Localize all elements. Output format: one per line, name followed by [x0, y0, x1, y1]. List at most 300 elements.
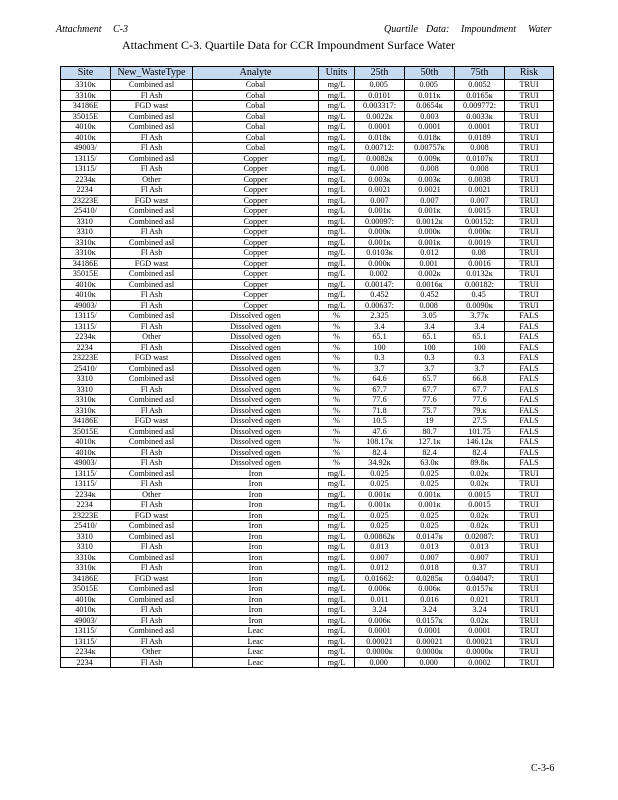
cell-waste-type: Fl Ash — [111, 90, 193, 101]
table-row — [61, 185, 554, 196]
cell-site: 35015E — [61, 584, 111, 595]
cell-p50: 75.7 — [405, 405, 455, 416]
cell-risk: TRUI — [505, 227, 554, 238]
cell-waste-type: Fl Ash — [111, 500, 193, 511]
cell-units: mg/L — [319, 153, 355, 164]
cell-risk: TRUI — [505, 626, 554, 637]
cell-waste-type: Combined asl — [111, 80, 193, 91]
cell-p50: 63.0ĸ — [405, 458, 455, 469]
cell-analyte: Cobal — [193, 101, 319, 112]
cell-site: 23223E — [61, 510, 111, 521]
cell-p25: 0.0001 — [355, 122, 405, 133]
header-quartile-word: Quartile — [384, 24, 418, 35]
cell-analyte: Dissolved ogen — [193, 447, 319, 458]
cell-risk: TRUI — [505, 111, 554, 122]
cell-p25: 10.5 — [355, 416, 405, 427]
cell-p25: 0.007 — [355, 552, 405, 563]
cell-analyte: Copper — [193, 279, 319, 290]
cell-risk: FALS — [505, 426, 554, 437]
cell-p75: 82.4 — [455, 447, 505, 458]
cell-units: mg/L — [319, 122, 355, 133]
cell-site: 2234ĸ — [61, 332, 111, 343]
cell-risk: TRUI — [505, 300, 554, 311]
table-body — [61, 80, 554, 668]
cell-analyte: Dissolved ogen — [193, 405, 319, 416]
cell-risk: TRUI — [505, 657, 554, 668]
cell-waste-type: FGD wast — [111, 195, 193, 206]
cell-units: % — [319, 374, 355, 385]
cell-p75: 0.0157ĸ — [455, 584, 505, 595]
cell-analyte: Iron — [193, 489, 319, 500]
table-row — [61, 237, 554, 248]
cell-risk: FALS — [505, 395, 554, 406]
cell-p75: 79.ĸ — [455, 405, 505, 416]
cell-site: 13115/ — [61, 153, 111, 164]
cell-waste-type: Combined asl — [111, 437, 193, 448]
cell-p50: 0.007 — [405, 195, 455, 206]
cell-p75: 0.007 — [455, 552, 505, 563]
cell-p50: 82.4 — [405, 447, 455, 458]
cell-units: mg/L — [319, 279, 355, 290]
cell-p50: 19 — [405, 416, 455, 427]
cell-p75: 3.24 — [455, 605, 505, 616]
cell-p25: 0.000 — [355, 657, 405, 668]
cell-risk: TRUI — [505, 500, 554, 511]
cell-site: 25410/ — [61, 363, 111, 374]
cell-waste-type: Combined asl — [111, 374, 193, 385]
table-row — [61, 647, 554, 658]
cell-waste-type: Combined asl — [111, 395, 193, 406]
cell-p25: 0.025 — [355, 510, 405, 521]
cell-p75: 0.02ĸ — [455, 479, 505, 490]
cell-site: 35015E — [61, 426, 111, 437]
table-row — [61, 489, 554, 500]
column-header-waste-type: New_WasteType — [111, 67, 193, 80]
cell-site: 13115/ — [61, 626, 111, 637]
table-row — [61, 657, 554, 668]
table-row — [61, 615, 554, 626]
cell-p50: 0.000ĸ — [405, 227, 455, 238]
cell-p50: 3.05 — [405, 311, 455, 322]
cell-waste-type: Fl Ash — [111, 384, 193, 395]
cell-p25: 0.3 — [355, 353, 405, 364]
cell-p50: 0.008 — [405, 300, 455, 311]
cell-units: mg/L — [319, 290, 355, 301]
table-row — [61, 510, 554, 521]
cell-waste-type: Combined asl — [111, 206, 193, 217]
cell-units: mg/L — [319, 657, 355, 668]
cell-waste-type: Combined asl — [111, 122, 193, 133]
cell-p75: 0.02087: — [455, 531, 505, 542]
cell-risk: TRUI — [505, 164, 554, 175]
cell-p75: 0.04047: — [455, 573, 505, 584]
cell-analyte: Dissolved ogen — [193, 332, 319, 343]
table-row — [61, 416, 554, 427]
cell-waste-type: Fl Ash — [111, 164, 193, 175]
cell-waste-type: FGD wast — [111, 416, 193, 427]
cell-p75: 0.008 — [455, 143, 505, 154]
cell-analyte: Leac — [193, 626, 319, 637]
cell-units: % — [319, 321, 355, 332]
table-row — [61, 521, 554, 532]
cell-waste-type: Fl Ash — [111, 132, 193, 143]
column-header-25th: 25th — [355, 67, 405, 80]
cell-p25: 0.002 — [355, 269, 405, 280]
cell-risk: FALS — [505, 321, 554, 332]
cell-risk: TRUI — [505, 248, 554, 259]
cell-waste-type: Combined asl — [111, 311, 193, 322]
cell-risk: TRUI — [505, 174, 554, 185]
table-row — [61, 300, 554, 311]
table-row — [61, 80, 554, 91]
cell-p50: 80.7 — [405, 426, 455, 437]
cell-p25: 0.018ĸ — [355, 132, 405, 143]
cell-p25: 0.003ĸ — [355, 174, 405, 185]
cell-waste-type: Fl Ash — [111, 447, 193, 458]
cell-p75: 0.02ĸ — [455, 615, 505, 626]
cell-waste-type: Fl Ash — [111, 300, 193, 311]
cell-p25: 108.17ĸ — [355, 437, 405, 448]
cell-p75: 0.0002 — [455, 657, 505, 668]
cell-p75: 0.0189 — [455, 132, 505, 143]
cell-risk: TRUI — [505, 531, 554, 542]
cell-units: % — [319, 311, 355, 322]
cell-risk: FALS — [505, 447, 554, 458]
cell-waste-type: Fl Ash — [111, 636, 193, 647]
cell-p25: 0.00712: — [355, 143, 405, 154]
cell-site: 3310 — [61, 227, 111, 238]
cell-units: mg/L — [319, 573, 355, 584]
cell-risk: FALS — [505, 332, 554, 343]
cell-p50: 0.025 — [405, 479, 455, 490]
cell-waste-type: Fl Ash — [111, 542, 193, 553]
column-header-site: Site — [61, 67, 111, 80]
cell-analyte: Copper — [193, 185, 319, 196]
cell-site: 2234ĸ — [61, 174, 111, 185]
cell-risk: TRUI — [505, 258, 554, 269]
cell-waste-type: Combined asl — [111, 426, 193, 437]
cell-analyte: Copper — [193, 248, 319, 259]
cell-units: mg/L — [319, 248, 355, 259]
cell-risk: TRUI — [505, 489, 554, 500]
cell-p25: 0.006ĸ — [355, 584, 405, 595]
cell-risk: TRUI — [505, 279, 554, 290]
cell-p50: 0.009ĸ — [405, 153, 455, 164]
table-row — [61, 195, 554, 206]
cell-risk: TRUI — [505, 479, 554, 490]
cell-analyte: Dissolved ogen — [193, 458, 319, 469]
cell-units: mg/L — [319, 552, 355, 563]
cell-risk: FALS — [505, 342, 554, 353]
cell-waste-type: FGD wast — [111, 353, 193, 364]
cell-waste-type: FGD wast — [111, 101, 193, 112]
cell-analyte: Iron — [193, 563, 319, 574]
cell-p75: 3.4 — [455, 321, 505, 332]
cell-site: 34186E — [61, 101, 111, 112]
table-row — [61, 269, 554, 280]
table-row — [61, 468, 554, 479]
cell-units: mg/L — [319, 195, 355, 206]
cell-waste-type: Other — [111, 174, 193, 185]
cell-p50: 0.0001 — [405, 626, 455, 637]
cell-risk: FALS — [505, 311, 554, 322]
cell-p50: 100 — [405, 342, 455, 353]
cell-units: mg/L — [319, 510, 355, 521]
cell-site: 2234ĸ — [61, 489, 111, 500]
cell-p25: 0.008 — [355, 164, 405, 175]
cell-units: % — [319, 416, 355, 427]
cell-risk: FALS — [505, 353, 554, 364]
cell-p50: 0.002ĸ — [405, 269, 455, 280]
cell-analyte: Iron — [193, 468, 319, 479]
cell-units: mg/L — [319, 605, 355, 616]
cell-site: 4010ĸ — [61, 290, 111, 301]
cell-risk: TRUI — [505, 542, 554, 553]
cell-risk: TRUI — [505, 563, 554, 574]
cell-p75: 0.0019 — [455, 237, 505, 248]
cell-analyte: Iron — [193, 594, 319, 605]
cell-p50: 0.008 — [405, 164, 455, 175]
cell-p50: 0.000 — [405, 657, 455, 668]
cell-p75: 0.00152: — [455, 216, 505, 227]
cell-p25: 100 — [355, 342, 405, 353]
table-row — [61, 143, 554, 154]
cell-p25: 0.0101 — [355, 90, 405, 101]
cell-p50: 0.452 — [405, 290, 455, 301]
cell-waste-type: Combined asl — [111, 594, 193, 605]
cell-p75: 0.0015 — [455, 206, 505, 217]
cell-p75: 65.1 — [455, 332, 505, 343]
cell-analyte: Iron — [193, 605, 319, 616]
cell-site: 2234 — [61, 342, 111, 353]
header-data-word: Data: — [426, 24, 450, 35]
cell-analyte: Leac — [193, 657, 319, 668]
cell-p75: 0.0016 — [455, 258, 505, 269]
table-row — [61, 332, 554, 343]
cell-units: % — [319, 426, 355, 437]
cell-waste-type: FGD wast — [111, 510, 193, 521]
cell-waste-type: Fl Ash — [111, 290, 193, 301]
cell-p50: 0.00021 — [405, 636, 455, 647]
cell-risk: TRUI — [505, 80, 554, 91]
cell-p50: 0.0021 — [405, 185, 455, 196]
cell-p75: 0.009772: — [455, 101, 505, 112]
column-header-analyte: Analyte — [193, 67, 319, 80]
cell-risk: TRUI — [505, 185, 554, 196]
cell-analyte: Copper — [193, 269, 319, 280]
table-row — [61, 321, 554, 332]
cell-p50: 3.24 — [405, 605, 455, 616]
cell-p75: 0.3 — [455, 353, 505, 364]
cell-waste-type: Combined asl — [111, 531, 193, 542]
cell-waste-type: Fl Ash — [111, 248, 193, 259]
cell-waste-type: Combined asl — [111, 521, 193, 532]
cell-risk: TRUI — [505, 237, 554, 248]
cell-risk: TRUI — [505, 290, 554, 301]
cell-risk: TRUI — [505, 206, 554, 217]
cell-site: 4010ĸ — [61, 605, 111, 616]
cell-analyte: Copper — [193, 164, 319, 175]
cell-waste-type: Fl Ash — [111, 405, 193, 416]
cell-p75: 0.02ĸ — [455, 510, 505, 521]
cell-analyte: Copper — [193, 195, 319, 206]
cell-p25: 65.1 — [355, 332, 405, 343]
cell-analyte: Dissolved ogen — [193, 311, 319, 322]
table-row — [61, 374, 554, 385]
cell-site: 3310ĸ — [61, 237, 111, 248]
cell-p25: 0.001ĸ — [355, 489, 405, 500]
cell-units: mg/L — [319, 542, 355, 553]
cell-p25: 64.6 — [355, 374, 405, 385]
table-row — [61, 290, 554, 301]
cell-p50: 0.025 — [405, 521, 455, 532]
header-attachment-label: Attachment — [56, 24, 102, 35]
table-row — [61, 542, 554, 553]
cell-p25: 2.325 — [355, 311, 405, 322]
cell-p75: 89.8ĸ — [455, 458, 505, 469]
cell-units: mg/L — [319, 143, 355, 154]
column-header-75th: 75th — [455, 67, 505, 80]
header-impoundment-word: Impoundment — [461, 24, 516, 35]
table-row — [61, 458, 554, 469]
cell-p75: 0.00021 — [455, 636, 505, 647]
cell-p25: 0.00637: — [355, 300, 405, 311]
cell-analyte: Dissolved ogen — [193, 395, 319, 406]
cell-p25: 0.003317: — [355, 101, 405, 112]
cell-p25: 0.012 — [355, 563, 405, 574]
cell-site: 3310 — [61, 384, 111, 395]
cell-site: 13115/ — [61, 311, 111, 322]
cell-p50: 0.3 — [405, 353, 455, 364]
cell-p50: 0.025 — [405, 468, 455, 479]
cell-site: 3310 — [61, 531, 111, 542]
cell-p25: 3.4 — [355, 321, 405, 332]
cell-site: 3310 — [61, 374, 111, 385]
quartile-data-table — [60, 66, 554, 668]
cell-site: 4010ĸ — [61, 594, 111, 605]
cell-p75: 0.0132ĸ — [455, 269, 505, 280]
cell-site: 35015E — [61, 269, 111, 280]
cell-units: mg/L — [319, 300, 355, 311]
cell-units: mg/L — [319, 521, 355, 532]
table-row — [61, 174, 554, 185]
cell-risk: TRUI — [505, 636, 554, 647]
cell-risk: FALS — [505, 458, 554, 469]
cell-analyte: Dissolved ogen — [193, 363, 319, 374]
cell-p25: 0.0000ĸ — [355, 647, 405, 658]
cell-analyte: Dissolved ogen — [193, 374, 319, 385]
cell-p25: 0.0022ĸ — [355, 111, 405, 122]
cell-risk: TRUI — [505, 101, 554, 112]
cell-site: 2234 — [61, 657, 111, 668]
cell-site: 3310 — [61, 216, 111, 227]
cell-risk: TRUI — [505, 521, 554, 532]
cell-units: % — [319, 437, 355, 448]
cell-units: mg/L — [319, 206, 355, 217]
table-row — [61, 101, 554, 112]
cell-risk: TRUI — [505, 216, 554, 227]
cell-p75: 0.021 — [455, 594, 505, 605]
cell-risk: TRUI — [505, 122, 554, 133]
cell-units: mg/L — [319, 227, 355, 238]
cell-p75: 0.008 — [455, 164, 505, 175]
table-row — [61, 552, 554, 563]
table-row — [61, 479, 554, 490]
cell-analyte: Copper — [193, 237, 319, 248]
cell-units: mg/L — [319, 90, 355, 101]
cell-p50: 0.007 — [405, 552, 455, 563]
cell-p50: 0.0016ĸ — [405, 279, 455, 290]
table-row — [61, 111, 554, 122]
cell-waste-type: FGD wast — [111, 258, 193, 269]
table-row — [61, 563, 554, 574]
cell-risk: TRUI — [505, 573, 554, 584]
cell-p25: 3.7 — [355, 363, 405, 374]
cell-p50: 0.006ĸ — [405, 584, 455, 595]
cell-p75: 100 — [455, 342, 505, 353]
cell-waste-type: Fl Ash — [111, 479, 193, 490]
cell-p50: 0.001ĸ — [405, 237, 455, 248]
cell-risk: TRUI — [505, 90, 554, 101]
cell-site: 49003/ — [61, 458, 111, 469]
header-attachment-number: C-3 — [113, 24, 128, 35]
table-row — [61, 279, 554, 290]
cell-p25: 0.00862ĸ — [355, 531, 405, 542]
cell-analyte: Copper — [193, 227, 319, 238]
cell-p75: 146.12ĸ — [455, 437, 505, 448]
header-water-word: Water — [528, 24, 552, 35]
cell-site: 2234 — [61, 185, 111, 196]
cell-p50: 0.025 — [405, 510, 455, 521]
cell-units: % — [319, 458, 355, 469]
cell-p75: 0.0000ĸ — [455, 647, 505, 658]
cell-units: % — [319, 405, 355, 416]
cell-waste-type: Fl Ash — [111, 321, 193, 332]
cell-analyte: Dissolved ogen — [193, 416, 319, 427]
cell-waste-type: Combined asl — [111, 552, 193, 563]
cell-p25: 67.7 — [355, 384, 405, 395]
cell-p50: 0.0285ĸ — [405, 573, 455, 584]
table-row — [61, 584, 554, 595]
cell-analyte: Iron — [193, 500, 319, 511]
table-row — [61, 90, 554, 101]
cell-p25: 0.01662: — [355, 573, 405, 584]
cell-units: mg/L — [319, 500, 355, 511]
cell-waste-type: FGD wast — [111, 573, 193, 584]
cell-analyte: Iron — [193, 542, 319, 553]
cell-site: 49003/ — [61, 615, 111, 626]
table-row — [61, 605, 554, 616]
cell-risk: FALS — [505, 405, 554, 416]
cell-analyte: Iron — [193, 573, 319, 584]
cell-p50: 0.018 — [405, 563, 455, 574]
cell-analyte: Copper — [193, 258, 319, 269]
cell-analyte: Copper — [193, 153, 319, 164]
cell-units: mg/L — [319, 80, 355, 91]
cell-analyte: Iron — [193, 479, 319, 490]
cell-risk: TRUI — [505, 615, 554, 626]
cell-waste-type: Combined asl — [111, 468, 193, 479]
cell-p25: 3.24 — [355, 605, 405, 616]
cell-units: mg/L — [319, 479, 355, 490]
cell-site: 3310ĸ — [61, 552, 111, 563]
cell-site: 49003/ — [61, 300, 111, 311]
cell-units: mg/L — [319, 584, 355, 595]
cell-p50: 0.001 — [405, 258, 455, 269]
cell-p75: 101.75 — [455, 426, 505, 437]
table-row — [61, 342, 554, 353]
cell-site: 2234ĸ — [61, 647, 111, 658]
